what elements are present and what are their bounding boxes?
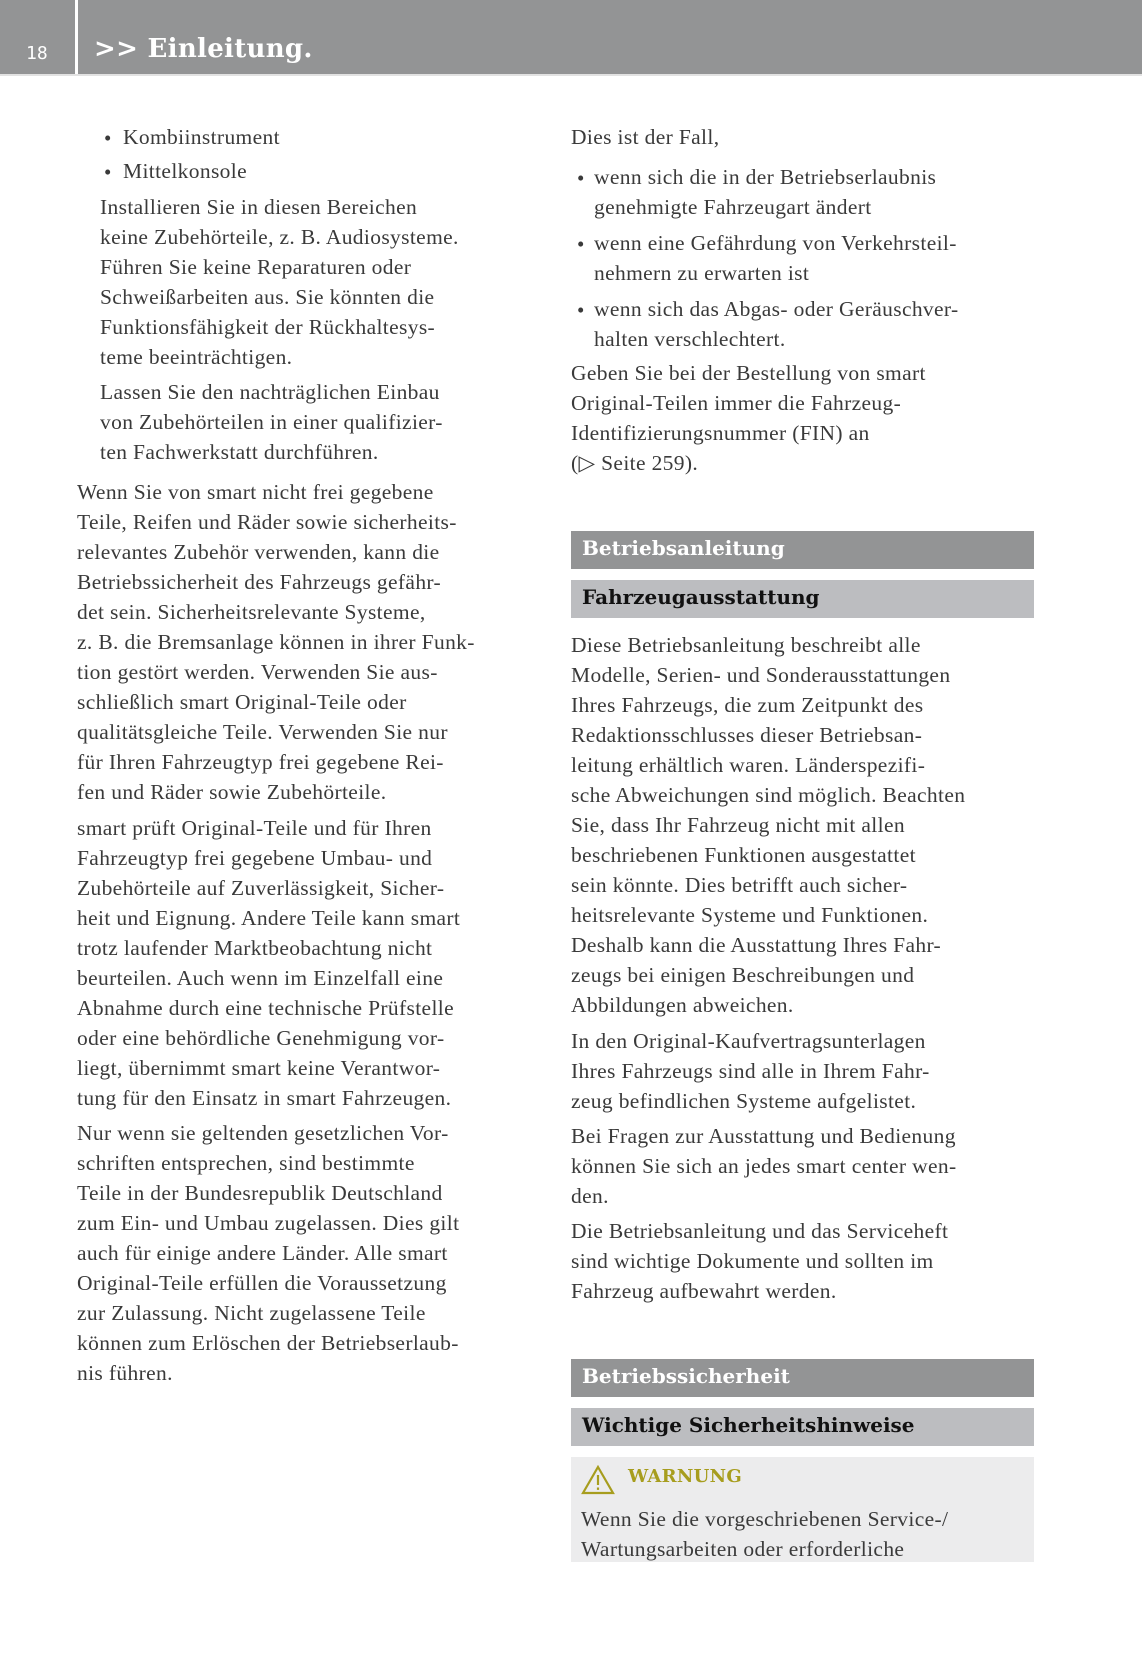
list-item: wenn sich die in der Betriebserlaubnis xyxy=(594,165,937,189)
warning-text-line: Wenn Sie die vorgeschriebenen Service-/ xyxy=(581,1507,949,1531)
section-heading-betriebssicherheit xyxy=(571,1359,1034,1397)
warning-title: WARNUNG xyxy=(628,1466,743,1487)
text-line: zeug befindlichen Systeme aufgelistet. xyxy=(571,1089,917,1113)
text-line: tion gestört werden. Verwenden Sie aus- xyxy=(77,660,438,684)
text-line: teme beeinträchtigen. xyxy=(100,345,293,369)
text-line: schließlich smart Original-Teile oder xyxy=(77,690,407,714)
list-item: Kombiinstrument xyxy=(123,125,280,149)
page-number-cell xyxy=(0,0,75,74)
text-line: Modelle, Serien- und Sonderausstattungen xyxy=(571,663,951,687)
text-line: In den Original-Kaufvertragsunterlagen xyxy=(571,1029,926,1053)
subsection-heading-text: Wichtige Sicherheitshinweise xyxy=(582,1413,915,1437)
list-item: wenn sich das Abgas- oder Geräuschver- xyxy=(594,297,959,321)
subsection-heading-text: Fahrzeugausstattung xyxy=(582,585,820,609)
intro-text: Dies ist der Fall, xyxy=(571,125,720,149)
page-header xyxy=(0,0,1142,74)
text-line: zum Ein- und Umbau zugelassen. Dies gilt xyxy=(77,1211,460,1235)
text-line: Ihres Fahrzeugs, die zum Zeitpunkt des xyxy=(571,693,924,717)
text-line: Geben Sie bei der Bestellung von smart xyxy=(571,361,926,385)
text-line: können Sie sich an jedes smart center wen- xyxy=(571,1154,957,1178)
text-line: Schweißarbeiten aus. Sie könnten die xyxy=(100,285,435,309)
text-line: Redaktionsschlusses dieser Betriebsan- xyxy=(571,723,923,747)
bullet-dot: • xyxy=(577,166,585,190)
text-line: Die Betriebsanleitung und das Serviceheft xyxy=(571,1219,949,1243)
text-line: Ihres Fahrzeugs sind alle in Ihrem Fahr- xyxy=(571,1059,930,1083)
text-line: von Zubehörteilen in einer qualifizier- xyxy=(100,410,443,434)
list-item: genehmigte Fahrzeugart ändert xyxy=(594,195,872,219)
text-line: smart prüft Original-Teile und für Ihren xyxy=(77,816,432,840)
text-line: beschriebenen Funktionen ausgestattet xyxy=(571,843,916,867)
text-line: Wenn Sie von smart nicht frei gegebene xyxy=(77,480,434,504)
text-line: trotz laufender Marktbeobachtung nicht xyxy=(77,936,433,960)
header-bottom-divider xyxy=(0,74,1142,76)
text-line: den. xyxy=(571,1184,609,1208)
text-line: Fahrzeugtyp frei gegebene Umbau- und xyxy=(77,846,433,870)
text-line: Sie, dass Ihr Fahrzeug nicht mit allen xyxy=(571,813,905,837)
warning-box xyxy=(571,1457,1034,1562)
text-line: oder eine behördliche Genehmigung vor- xyxy=(77,1026,445,1050)
text-line: Original-Teilen immer die Fahrzeug- xyxy=(571,391,902,415)
header-vertical-divider xyxy=(75,0,78,76)
text-line: liegt, übernimmt smart keine Verantwor- xyxy=(77,1056,441,1080)
text-line: sind wichtige Dokumente und sollten im xyxy=(571,1249,934,1273)
text-line: zeugs bei einigen Beschreibungen und xyxy=(571,963,915,987)
text-line: Führen Sie keine Reparaturen oder xyxy=(100,255,412,279)
text-line: sche Abweichungen sind möglich. Beachten xyxy=(571,783,966,807)
list-item: wenn eine Gefährdung von Verkehrsteil- xyxy=(594,231,957,255)
bullet-dot: • xyxy=(577,232,585,256)
text-line: qualitätsgleiche Teile. Verwenden Sie nur xyxy=(77,720,448,744)
text-line: heitsrelevante Systeme und Funktionen. xyxy=(571,903,929,927)
page-number: 18 xyxy=(26,43,48,64)
text-line: ten Fachwerkstatt durchführen. xyxy=(100,440,379,464)
text-line: Betriebssicherheit des Fahrzeugs gefähr- xyxy=(77,570,442,594)
text-line: können zum Erlöschen der Betriebserlaub- xyxy=(77,1331,459,1355)
warning-text-line: Wartungsarbeiten oder erforderliche xyxy=(581,1537,905,1561)
text-line: Bei Fragen zur Ausstattung und Bedienung xyxy=(571,1124,956,1148)
text-line: Diese Betriebsanleitung beschreibt alle xyxy=(571,633,921,657)
text-line: sein könnte. Dies betrifft auch sicher- xyxy=(571,873,908,897)
list-item: Mittelkonsole xyxy=(123,159,247,183)
text-line: heit und Eignung. Andere Teile kann smart xyxy=(77,906,461,930)
text-line: tung für den Einsatz in smart Fahrzeugen. xyxy=(77,1086,452,1110)
text-line: Zubehörteile auf Zuverlässigkeit, Sicher- xyxy=(77,876,445,900)
text-line: fen und Räder sowie Zubehörteile. xyxy=(77,780,387,804)
list-item: nehmern zu erwarten ist xyxy=(594,261,810,285)
text-line: schriften entsprechen, sind bestimmte xyxy=(77,1151,415,1175)
text-line: Teile in der Bundesrepublik Deutschland xyxy=(77,1181,443,1205)
text-line: det sein. Sicherheitsrelevante Systeme, xyxy=(77,600,426,624)
section-heading-betriebsanleitung xyxy=(571,531,1034,569)
text-line: nis führen. xyxy=(77,1361,173,1385)
chapter-title: >> Einleitung. xyxy=(94,34,313,64)
text-line: beurteilen. Auch wenn im Einzelfall eine xyxy=(77,966,444,990)
text-line: Nur wenn sie geltenden gesetzlichen Vor- xyxy=(77,1121,449,1145)
text-line: Installieren Sie in diesen Bereichen xyxy=(100,195,418,219)
text-line: Funktionsfähigkeit der Rückhaltesys- xyxy=(100,315,436,339)
subsection-heading-fahrzeugausstattung xyxy=(571,580,1034,618)
bullet-dot: • xyxy=(577,298,585,322)
text-line: Fahrzeug aufbewahrt werden. xyxy=(571,1279,837,1303)
subsection-heading-sicherheitshinweise xyxy=(571,1408,1034,1446)
text-line: Original-Teile erfüllen die Voraussetzung xyxy=(77,1271,447,1295)
text-line: Abbildungen abweichen. xyxy=(571,993,794,1017)
warning-triangle-icon xyxy=(581,1465,615,1495)
list-item: halten verschlechtert. xyxy=(594,327,786,351)
text-line: Lassen Sie den nachträglichen Einbau xyxy=(100,380,440,404)
text-line: Abnahme durch eine technische Prüfstelle xyxy=(77,996,454,1020)
text-line: leitung erhältlich waren. Länderspezifi- xyxy=(571,753,926,777)
bullet-dot: • xyxy=(104,160,112,184)
text-line: relevantes Zubehör verwenden, kann die xyxy=(77,540,440,564)
section-heading-text: Betriebsanleitung xyxy=(582,536,785,560)
text-line: auch für einige andere Länder. Alle smart xyxy=(77,1241,448,1265)
bullet-dot: • xyxy=(104,126,112,150)
text-line: keine Zubehörteile, z. B. Audiosysteme. xyxy=(100,225,459,249)
text-line: zur Zulassung. Nicht zugelassene Teile xyxy=(77,1301,426,1325)
text-line: Teile, Reifen und Räder sowie sicherheits- xyxy=(77,510,457,534)
text-line: für Ihren Fahrzeugtyp frei gegebene Rei- xyxy=(77,750,444,774)
text-line: Identifizierungsnummer (FIN) an xyxy=(571,421,870,445)
text-line: z. B. die Bremsanlage können in ihrer Funk- xyxy=(77,630,475,654)
text-line: Deshalb kann die Ausstattung Ihres Fahr- xyxy=(571,933,942,957)
section-heading-text: Betriebssicherheit xyxy=(582,1364,790,1388)
page-reference-link[interactable]: (▷ Seite 259). xyxy=(571,451,699,475)
